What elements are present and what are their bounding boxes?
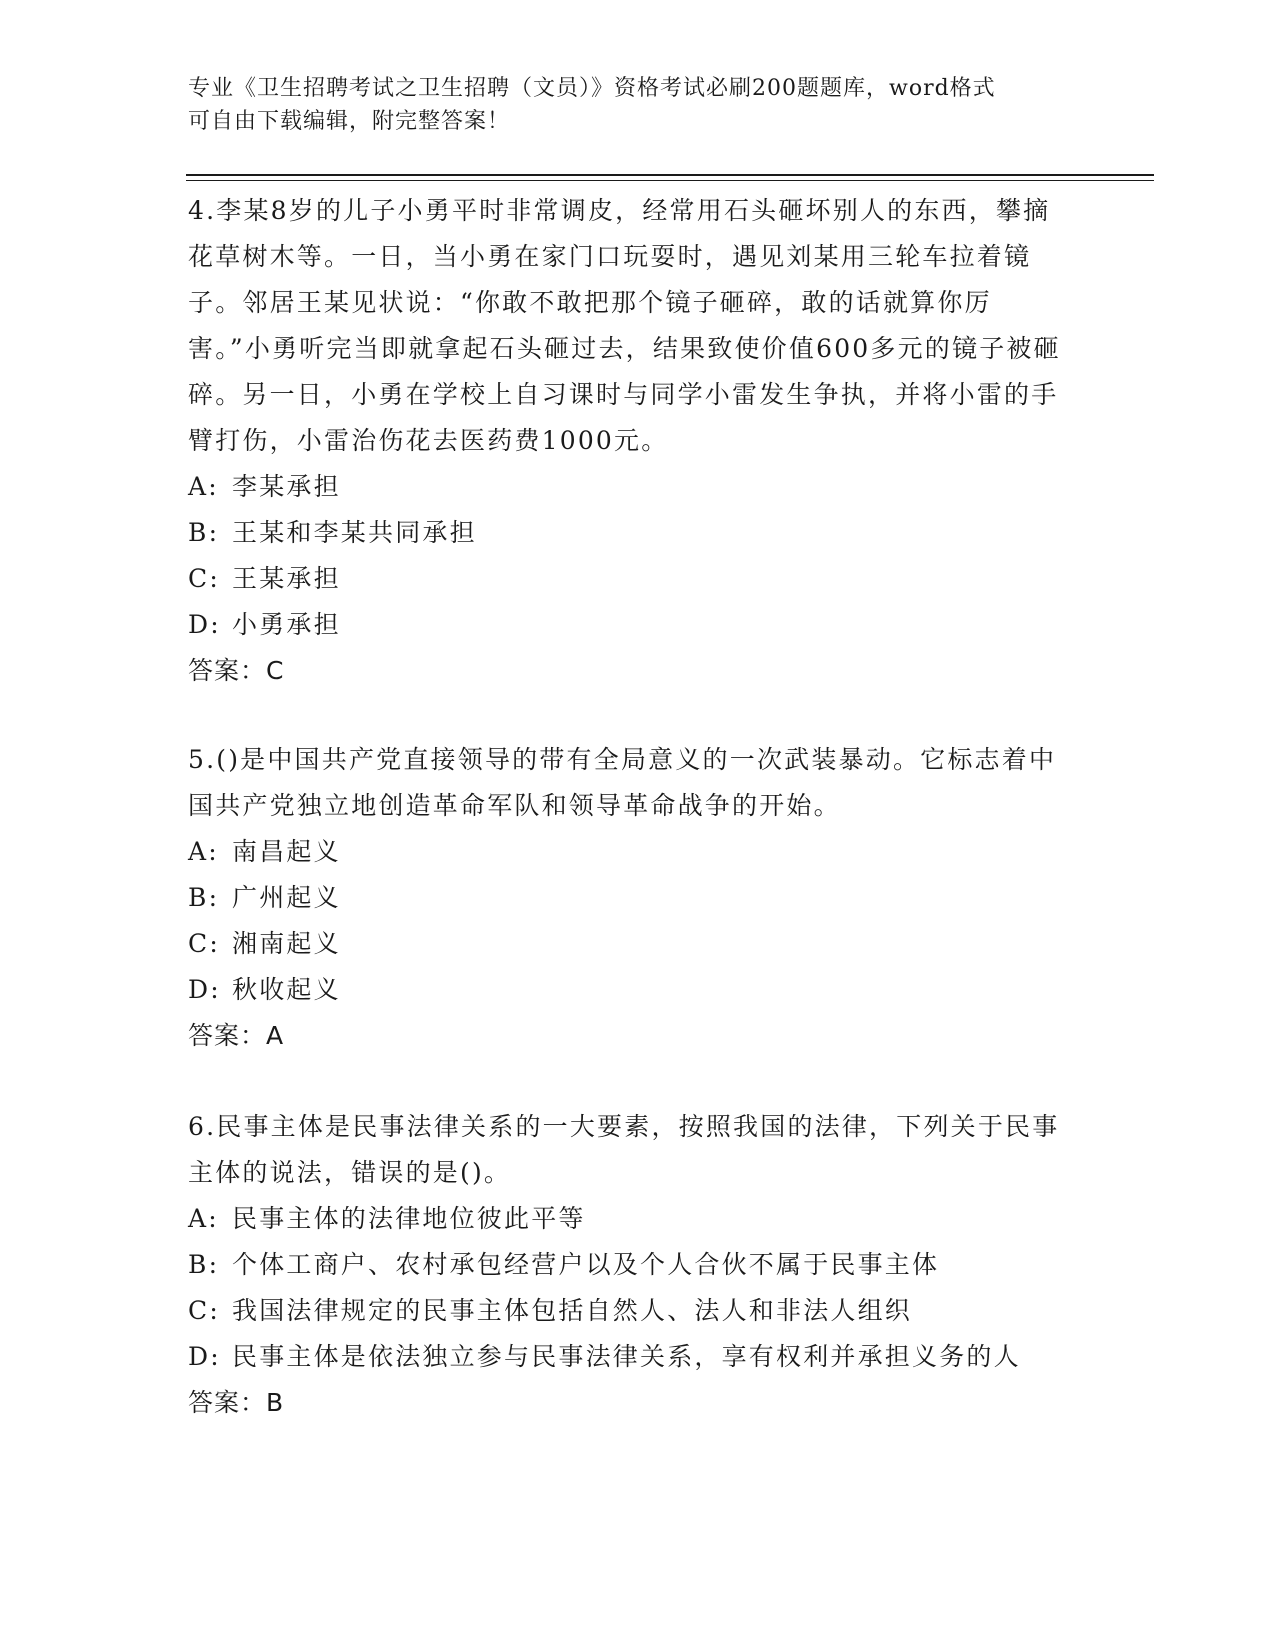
option-text: 湘南起义: [232, 929, 341, 958]
answer-line: 答案：B: [188, 1388, 285, 1417]
option-text: 广州起义: [232, 883, 341, 912]
option-letter: D:: [188, 975, 221, 1004]
option-text: 小勇承担: [232, 610, 341, 639]
option-c: [188, 921, 1068, 967]
option-c: [188, 1288, 1068, 1334]
option-text: 我国法律规定的民事主体包括自然人、法人和非法人组织: [232, 1296, 913, 1325]
header-divider-thick: [186, 174, 1154, 176]
option-b: [188, 875, 1068, 921]
answer-line: 答案：A: [188, 1021, 285, 1050]
question-4: [188, 188, 1068, 694]
question-stem: 6.民事主体是民事法律关系的一大要素，按照我国的法律，下列关于民事主体的说法，错误的是()。: [188, 1112, 1060, 1187]
header-line-1: 专业《卫生招聘考试之卫生招聘（文员）》资格考试必刷200题题库，word格式: [188, 76, 996, 101]
option-letter: B:: [188, 883, 220, 912]
answer-line: 答案：C: [188, 656, 285, 685]
option-letter: D:: [188, 1342, 221, 1371]
option-letter: C:: [188, 929, 220, 958]
option-letter: B:: [188, 518, 220, 547]
option-a: [188, 464, 1068, 510]
option-text: 个体工商户、农村承包经营户以及个人合伙不属于民事主体: [232, 1250, 940, 1279]
option-d: [188, 1334, 1068, 1380]
option-letter: C:: [188, 564, 220, 593]
option-text: 李某承担: [232, 472, 341, 501]
option-b: [188, 1242, 1068, 1288]
option-d: [188, 967, 1068, 1013]
option-letter: A:: [188, 1204, 219, 1233]
option-letter: A:: [188, 837, 219, 866]
option-text: 王某和李某共同承担: [232, 518, 477, 547]
option-b: [188, 510, 1068, 556]
option-text: 秋收起义: [232, 975, 341, 1004]
option-letter: B:: [188, 1250, 220, 1279]
option-a: [188, 829, 1068, 875]
header-line-2: 可自由下载编辑，附完整答案！: [188, 109, 511, 134]
question-stem: 5.()是中国共产党直接领导的带有全局意义的一次武装暴动。它标志着中国共产党独立地创造革命军队和领导革命战争的开始。: [188, 745, 1057, 820]
option-letter: C:: [188, 1296, 220, 1325]
option-a: [188, 1196, 1068, 1242]
option-text: 南昌起义: [232, 837, 341, 866]
option-text: 民事主体是依法独立参与民事法律关系，享有权利并承担义务的人: [232, 1342, 1021, 1371]
question-stem: 4.李某8岁的儿子小勇平时非常调皮，经常用石头砸坏别人的东西，攀摘花草树木等。一日，当小勇在家门口玩耍时，遇见刘某用三轮车拉着镜子。邻居王某见状说：“你敢不敢把那个镜子砸碎，敢的话就算你厉害。”小勇听完当即就拿起石头砸过去，结果致使价值600多元的镜子被砸碎。另一日，小勇在学校上自习课时与同学小雷发生争执，并将小雷的手臂打伤，小雷治伤花去医药费1000元。: [188, 196, 1061, 455]
option-text: 王某承担: [232, 564, 341, 593]
option-letter: D:: [188, 610, 221, 639]
question-5: [188, 737, 1068, 1059]
option-text: 民事主体的法律地位彼此平等: [232, 1204, 586, 1233]
option-letter: A:: [188, 472, 219, 501]
option-c: [188, 556, 1068, 602]
header-divider-thin: [186, 180, 1154, 181]
question-6: [188, 1104, 1068, 1426]
page-header: [188, 72, 1068, 138]
option-d: [188, 602, 1068, 648]
